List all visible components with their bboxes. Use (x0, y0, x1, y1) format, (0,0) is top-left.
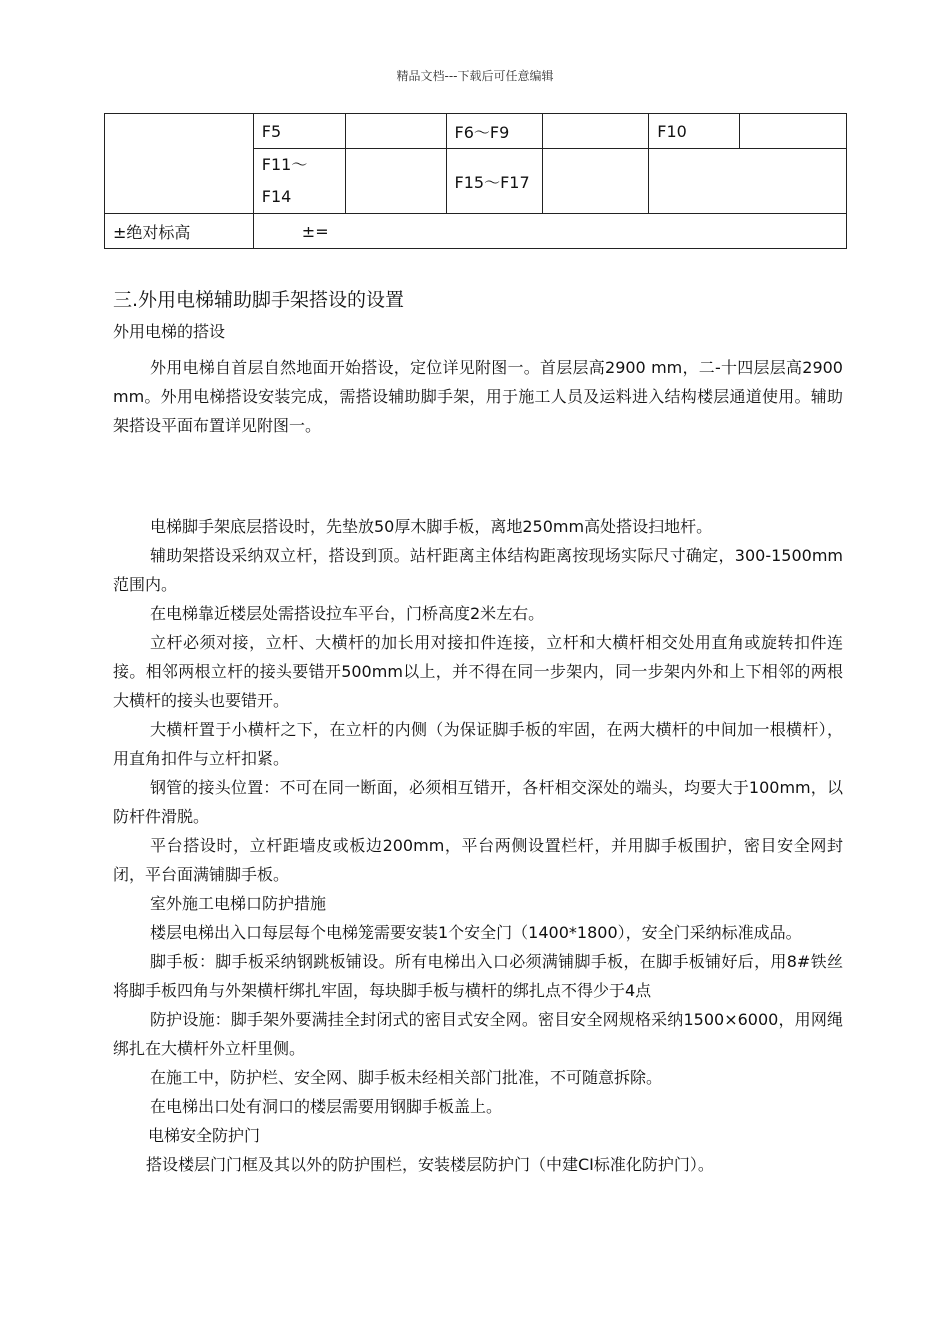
paragraph: 辅助架搭设采纳双立杆，搭设到顶。站杆距离主体结构距离按现场实际尺寸确定，300-1500mm范围内。 (113, 546, 843, 594)
paragraph: 大横杆置于小横杆之下，在立杆的内侧（为保证脚手板的牢固，在两大横杆的中间加一根横杆），用直角扣件与立杆扣紧。 (113, 720, 843, 768)
page-header: 精品文档---下载后可任意编辑 (396, 69, 554, 83)
paragraph: 在施工中，防护栏、安全网、脚手板未经相关部门批准，不可随意拆除。 (150, 1068, 663, 1087)
paragraph: 立杆必须对接，立杆、大横杆的加长用对接扣件连接，立杆和大横杆相交处用直角或旋转扣件连接。相邻两根立杆的接头要错开500mm以上，并不得在同一步架内，同一步架内外和上下相邻的两根大横杆的接头也要错开。 (113, 633, 843, 710)
table-cell (543, 114, 649, 149)
paragraph: 平台搭设时，立杆距墙皮或板边200mm，平台两侧设置栏杆，并用脚手板围护，密目安全网封闭，平台面满铺脚手板。 (113, 836, 843, 884)
table-cell (345, 149, 446, 214)
table-cell (740, 114, 847, 149)
paragraph-heading: 室外施工电梯口防护措施 (150, 894, 327, 913)
table-cell (543, 149, 649, 214)
table-cell: F6～F9 (446, 114, 543, 149)
table-cell (105, 114, 254, 214)
table-cell: F10 (649, 114, 740, 149)
paragraph: 外用电梯自首层自然地面开始搭设，定位详见附图一。首层层高2900 mm，二-十四层层高2900 mm。外用电梯搭设安装完成，需搭设辅助脚手架，用于施工人员及运料进入结构楼层通道使用。辅助架搭设平面布置详见附图一。 (113, 358, 843, 435)
section-title: 三.外用电梯辅助脚手架搭设的设置 (113, 289, 405, 311)
table-row (105, 214, 847, 249)
table-cell-value: ±= (253, 214, 846, 249)
cell-line: F14 (261, 187, 292, 206)
table-cell (649, 149, 847, 214)
table-row (105, 114, 847, 149)
paragraph-heading: 电梯安全防护门 (148, 1126, 261, 1145)
paragraph: 搭设楼层门门框及其以外的防护围栏，安装楼层防护门（中建CI标准化防护门）。 (146, 1155, 714, 1174)
paragraph: 防护设施：脚手架外要满挂全封闭式的密目式安全网。密目安全网规格采纳1500×6000，用网绳绑扎在大横杆外立杆里侧。 (113, 1010, 843, 1058)
cell-line: F11～ (261, 155, 308, 174)
blank-space (113, 440, 843, 512)
table-cell (345, 114, 446, 149)
paragraph: 在电梯靠近楼层处需搭设拉车平台，门桥高度2米左右。 (150, 604, 545, 623)
table-cell (253, 149, 345, 214)
table-cell: F5 (253, 114, 345, 149)
paragraph: 电梯脚手架底层搭设时，先垫放50厚木脚手板，离地250mm高处搭设扫地杆。 (150, 517, 713, 536)
paragraph: 钢管的接头位置：不可在同一断面，必须相互错开，各杆相交深处的端头，均要大于100mm，以防杆件滑脱。 (113, 778, 843, 826)
subsection-title: 外用电梯的搭设 (113, 322, 226, 341)
table-cell: F15～F17 (446, 149, 543, 214)
floor-table (104, 113, 847, 249)
paragraph: 在电梯出口处有洞口的楼层需要用钢脚手板盖上。 (150, 1097, 503, 1116)
table-cell-label: ±绝对标高 (105, 214, 254, 249)
document-body (113, 285, 843, 1179)
paragraph: 脚手板：脚手板采纳钢跳板铺设。所有电梯出入口必须满铺脚手板，在脚手板铺好后，用8#铁丝将脚手板四角与外架横杆绑扎牢固，每块脚手板与横杆的绑扎点不得少于4点 (113, 952, 843, 1000)
paragraph: 楼层电梯出入口每层每个电梯笼需要安装1个安全门（1400*1800），安全门采纳标准成品。 (150, 923, 802, 942)
